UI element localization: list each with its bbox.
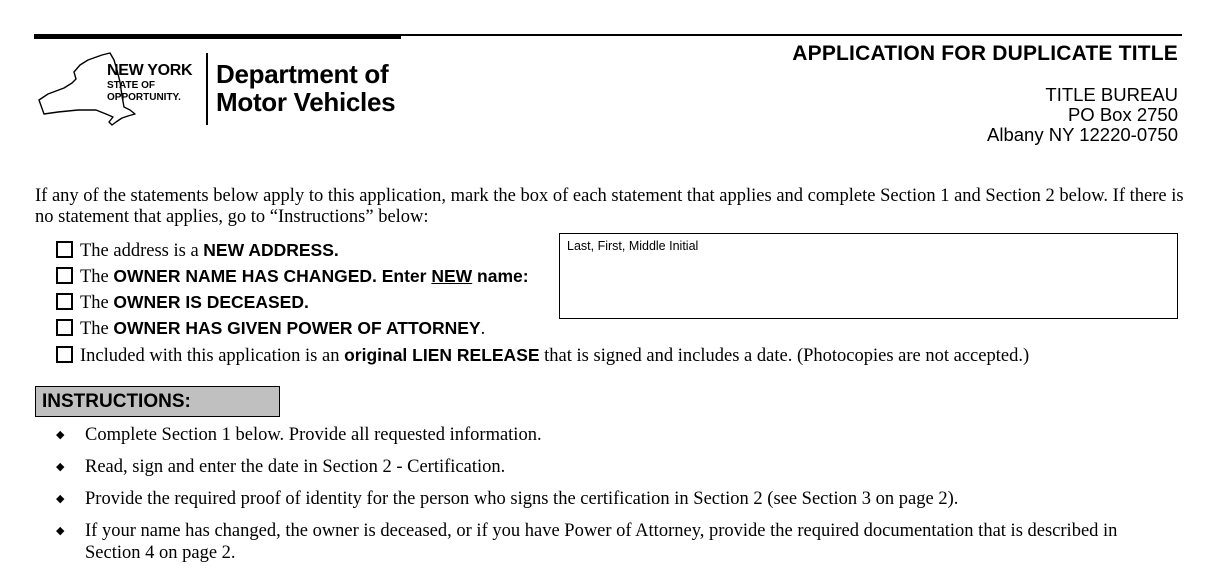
owner-deceased-checkbox[interactable]: [56, 293, 73, 310]
bullet-diamond-icon: ◆: [56, 493, 65, 505]
bureau-line1: TITLE BUREAU: [1045, 84, 1178, 105]
name-changed-checkbox[interactable]: [56, 267, 73, 284]
list-item: ◆ Complete Section 1 below. Provide all requested information.: [56, 425, 542, 445]
intro-paragraph: If any of the statements below apply to this application, mark the box of each statement that applies and complete Section 1 and Section 2 below. If there is no statement that applies, go to “Instructions” below:: [35, 186, 1184, 227]
bureau-line3: Albany NY 12220-0750: [987, 124, 1178, 145]
statement-owner-deceased: The OWNER IS DECEASED.: [56, 291, 309, 314]
statement-lien-release: Included with this application is an original LIEN RELEASE that is signed and includes a date. (Photocopies are not accepted.): [56, 344, 1029, 367]
bullet-diamond-icon: ◆: [56, 525, 65, 537]
form-title: APPLICATION FOR DUPLICATE TITLE: [792, 42, 1178, 65]
ny-state-wordmark: [107, 63, 192, 103]
dmv-name-line1: Department of: [216, 59, 389, 89]
list-item: ◆ Read, sign and enter the date in Section 2 - Certification.: [56, 457, 506, 477]
bureau-line2: PO Box 2750: [1067, 104, 1178, 125]
new-name-field[interactable]: [559, 233, 1178, 319]
logo-divider: [206, 53, 208, 125]
dmv-name-line2: Motor Vehicles: [216, 87, 396, 117]
list-item: ◆ Provide the required proof of identity for the person who signs the certification in Section 2 (see Section 3 on page 2).: [56, 489, 959, 509]
header-rule-thick: [34, 34, 401, 39]
statement-name-changed: The OWNER NAME HAS CHANGED. Enter NEW name:: [56, 265, 529, 288]
instructions-header: [35, 386, 280, 417]
list-item: ◆ If your name has changed, the owner is deceased, or if you have Power of Attorney, provide the required documentation that is described in Section 4 on page 2.: [56, 521, 1118, 563]
statement-new-address: The address is a NEW ADDRESS.: [56, 239, 339, 262]
power-of-attorney-checkbox[interactable]: [56, 319, 73, 336]
new-address-checkbox[interactable]: [56, 241, 73, 258]
instructions-header-label: INSTRUCTIONS:: [42, 391, 191, 412]
bureau-address: [987, 85, 1178, 145]
statement-power-of-attorney: The OWNER HAS GIVEN POWER OF ATTORNEY.: [56, 317, 485, 340]
dmv-name: [216, 60, 395, 116]
bullet-diamond-icon: ◆: [56, 429, 65, 441]
ny-sub-1: STATE OF: [107, 80, 155, 91]
ny-title: NEW YORK: [107, 62, 193, 79]
new-name-field-label: Last, First, Middle Initial: [567, 239, 699, 253]
bullet-diamond-icon: ◆: [56, 461, 65, 473]
lien-release-checkbox[interactable]: [56, 346, 73, 363]
ny-sub-2: OPPORTUNITY.: [107, 92, 181, 103]
